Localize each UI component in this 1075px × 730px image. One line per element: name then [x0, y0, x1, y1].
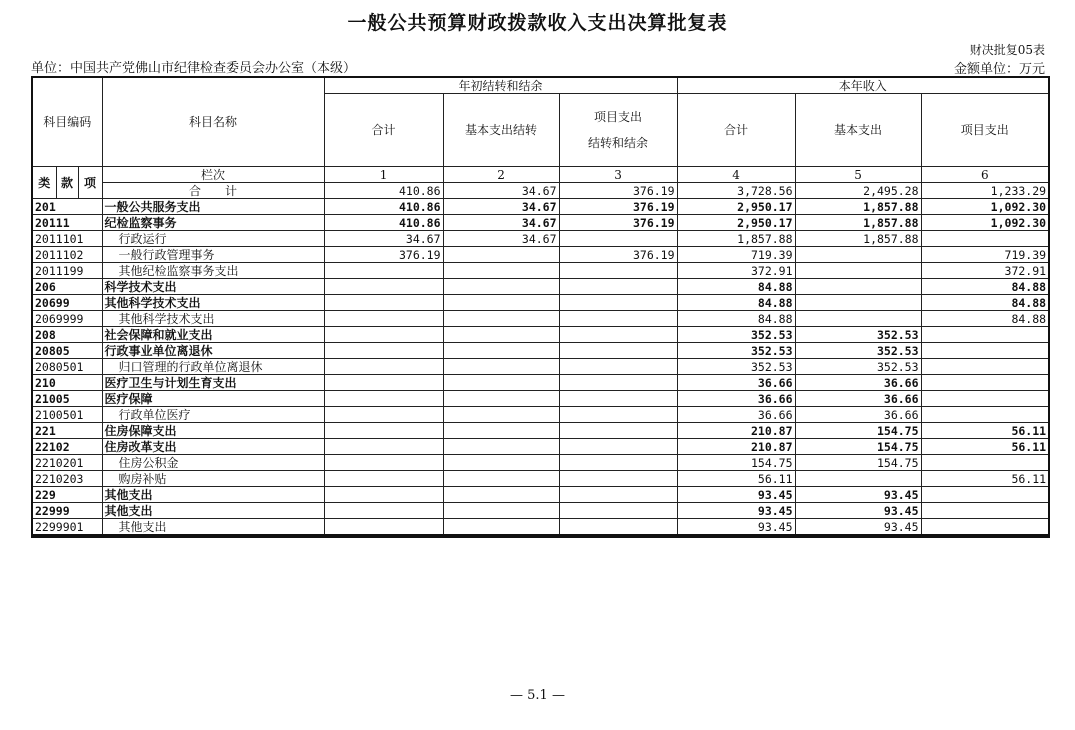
amount-cell [559, 407, 677, 423]
amount-cell [443, 375, 559, 391]
table-row [32, 391, 1049, 407]
amount-cell [921, 487, 1049, 503]
amount-cell [921, 503, 1049, 519]
amount-cell: 1,092.30 [921, 199, 1049, 215]
amount-cell [443, 343, 559, 359]
subject-code: 22999 [32, 503, 102, 519]
subject-name: 医疗卫生与计划生育支出 [102, 375, 324, 391]
amount-cell [559, 455, 677, 471]
table-row [32, 327, 1049, 343]
amount-cell [324, 487, 443, 503]
amount-cell [921, 407, 1049, 423]
amount-cell [443, 295, 559, 311]
amount-cell: 56.11 [921, 439, 1049, 455]
table-row [32, 471, 1049, 487]
table-row [32, 359, 1049, 375]
amount-cell: 93.45 [677, 503, 795, 519]
amount-cell: 1,092.30 [921, 215, 1049, 231]
amount-cell [324, 471, 443, 487]
amount-cell [559, 263, 677, 279]
amount-cell [324, 439, 443, 455]
subject-code: 2011101 [32, 231, 102, 247]
table-row [32, 487, 1049, 503]
amount-cell [559, 519, 677, 536]
subject-code: 2299901 [32, 519, 102, 536]
subject-name: 其他支出 [102, 503, 324, 519]
amount-cell: 210.87 [677, 439, 795, 455]
subject-code: 2080501 [32, 359, 102, 375]
amount-cell [443, 327, 559, 343]
amount-cell: 210.87 [677, 423, 795, 439]
subject-name: 科学技术支出 [102, 279, 324, 295]
amount-cell: 154.75 [795, 455, 921, 471]
amount-cell: 376.19 [559, 247, 677, 263]
subject-code: 210 [32, 375, 102, 391]
subject-name: 行政事业单位离退休 [102, 343, 324, 359]
total-row [32, 183, 1049, 199]
total-value: 1,233.29 [921, 183, 1049, 199]
amount-cell: 36.66 [677, 375, 795, 391]
col-num: 6 [921, 167, 1049, 183]
table-row [32, 375, 1049, 391]
amount-cell: 154.75 [795, 439, 921, 455]
amount-cell [921, 391, 1049, 407]
amount-cell: 84.88 [677, 279, 795, 295]
page-number: — 5.1 — [510, 688, 565, 703]
amount-cell [324, 311, 443, 327]
amount-cell [443, 359, 559, 375]
amount-cell [324, 503, 443, 519]
table-row [32, 311, 1049, 327]
amount-cell: 410.86 [324, 199, 443, 215]
amount-cell: 719.39 [677, 247, 795, 263]
amount-cell: 352.53 [677, 359, 795, 375]
amount-cell [559, 423, 677, 439]
subject-code: 20805 [32, 343, 102, 359]
page-title: 一般公共预算财政拨款收入支出决算批复表 [347, 12, 728, 34]
amount-cell [559, 503, 677, 519]
subject-code: 221 [32, 423, 102, 439]
amount-cell [795, 279, 921, 295]
amount-cell: 2,950.17 [677, 215, 795, 231]
group-carryover-header: 年初结转和结余 [324, 77, 677, 94]
total-value: 34.67 [443, 183, 559, 199]
col-num: 1 [324, 167, 443, 183]
subject-code: 22102 [32, 439, 102, 455]
amount-cell: 352.53 [795, 343, 921, 359]
amount-cell [559, 487, 677, 503]
subject-code: 206 [32, 279, 102, 295]
total-value: 410.86 [324, 183, 443, 199]
total-value: 376.19 [559, 183, 677, 199]
amount-cell [443, 519, 559, 536]
amount-cell [795, 295, 921, 311]
amount-cell [324, 519, 443, 536]
col-num: 3 [559, 167, 677, 183]
subject-name: 一般公共服务支出 [102, 199, 324, 215]
amount-cell [559, 471, 677, 487]
amount-cell: 2,950.17 [677, 199, 795, 215]
amount-cell [795, 247, 921, 263]
table-row [32, 343, 1049, 359]
amount-cell [324, 295, 443, 311]
subject-name: 其他支出 [102, 519, 324, 536]
amount-cell [559, 327, 677, 343]
subject-code: 21005 [32, 391, 102, 407]
amount-cell: 719.39 [921, 247, 1049, 263]
amount-cell [443, 311, 559, 327]
amount-cell: 154.75 [677, 455, 795, 471]
total-value: 2,495.28 [795, 183, 921, 199]
amount-cell: 1,857.88 [677, 231, 795, 247]
amount-cell [443, 247, 559, 263]
form-code: 财决批复05表 [969, 43, 1045, 57]
amount-cell: 372.91 [677, 263, 795, 279]
amount-cell [559, 375, 677, 391]
amount-cell: 93.45 [677, 487, 795, 503]
amount-cell [324, 407, 443, 423]
amount-cell: 376.19 [559, 199, 677, 215]
amount-cell: 56.11 [921, 471, 1049, 487]
subject-name: 其他支出 [102, 487, 324, 503]
table-row [32, 519, 1049, 536]
g1-project-header [559, 94, 677, 167]
subject-code: 2210201 [32, 455, 102, 471]
amount-cell: 1,857.88 [795, 231, 921, 247]
amount-cell: 93.45 [677, 519, 795, 536]
subject-name: 行政单位医疗 [102, 407, 324, 423]
amount-cell: 36.66 [677, 391, 795, 407]
amount-cell [443, 487, 559, 503]
subject-code: 2069999 [32, 311, 102, 327]
amount-cell: 34.67 [443, 215, 559, 231]
table-row [32, 215, 1049, 231]
subject-name: 住房公积金 [102, 455, 324, 471]
amount-cell: 84.88 [921, 295, 1049, 311]
amount-cell [559, 343, 677, 359]
subject-code: 2011199 [32, 263, 102, 279]
g1-project-line1: 项目支出 [594, 110, 643, 124]
amount-cell: 93.45 [795, 519, 921, 536]
amount-cell [795, 311, 921, 327]
amount-cell [443, 471, 559, 487]
subject-name: 其他科学技术支出 [102, 295, 324, 311]
amount-cell [559, 391, 677, 407]
col-num: 4 [677, 167, 795, 183]
subject-name: 归口管理的行政单位离退休 [102, 359, 324, 375]
g2-total-header: 合计 [677, 94, 795, 167]
amount-cell: 352.53 [677, 327, 795, 343]
table-row [32, 439, 1049, 455]
amount-cell [921, 375, 1049, 391]
amount-cell [443, 423, 559, 439]
table-row [32, 279, 1049, 295]
amount-cell [443, 407, 559, 423]
amount-cell: 36.66 [795, 407, 921, 423]
lanci-label: 栏次 [102, 167, 324, 183]
amount-cell: 93.45 [795, 503, 921, 519]
subject-name: 其他科学技术支出 [102, 311, 324, 327]
amount-cell [921, 519, 1049, 536]
subject-name: 其他纪检监察事务支出 [102, 263, 324, 279]
amount-cell [559, 439, 677, 455]
amount-cell: 84.88 [921, 311, 1049, 327]
amount-cell [443, 439, 559, 455]
amount-cell [324, 263, 443, 279]
amount-cell: 376.19 [559, 215, 677, 231]
subject-code: 2011102 [32, 247, 102, 263]
group-income-header: 本年收入 [677, 77, 1049, 94]
xiang-header: 项 [78, 167, 102, 199]
amount-cell [324, 343, 443, 359]
table-row [32, 231, 1049, 247]
amount-cell [559, 231, 677, 247]
table-row [32, 295, 1049, 311]
amount-cell: 84.88 [677, 295, 795, 311]
amount-cell [443, 503, 559, 519]
amount-cell [921, 231, 1049, 247]
amount-cell: 352.53 [795, 327, 921, 343]
subject-code: 2100501 [32, 407, 102, 423]
amount-cell [324, 391, 443, 407]
total-value: 3,728.56 [677, 183, 795, 199]
subject-name: 社会保障和就业支出 [102, 327, 324, 343]
amount-cell [795, 471, 921, 487]
amount-cell [921, 343, 1049, 359]
amount-cell: 352.53 [677, 343, 795, 359]
subject-name: 纪检监察事务 [102, 215, 324, 231]
subject-code: 208 [32, 327, 102, 343]
amount-cell: 372.91 [921, 263, 1049, 279]
total-label: 合 计 [102, 183, 324, 199]
amount-cell [443, 263, 559, 279]
amount-cell: 56.11 [677, 471, 795, 487]
unit-label: 单位：中国共产党佛山市纪律检查委员会办公室（本级） [31, 61, 357, 76]
header-row-1 [32, 77, 1049, 94]
amount-cell [443, 391, 559, 407]
table-row [32, 247, 1049, 263]
subject-name: 一般行政管理事务 [102, 247, 324, 263]
amount-cell: 34.67 [324, 231, 443, 247]
amount-cell [559, 279, 677, 295]
amount-cell [921, 327, 1049, 343]
subject-code: 229 [32, 487, 102, 503]
subject-code: 20111 [32, 215, 102, 231]
subject-name: 住房保障支出 [102, 423, 324, 439]
amount-cell [324, 375, 443, 391]
table-row [32, 407, 1049, 423]
amount-cell [921, 455, 1049, 471]
amount-cell [443, 455, 559, 471]
appropriation-table [31, 76, 1050, 538]
amount-unit: 金额单位：万元 [953, 62, 1045, 77]
lanci-row [32, 167, 1049, 183]
g2-project-header: 项目支出 [921, 94, 1049, 167]
table-row [32, 423, 1049, 439]
amount-cell: 84.88 [921, 279, 1049, 295]
amount-cell: 93.45 [795, 487, 921, 503]
amount-cell: 410.86 [324, 215, 443, 231]
subject-name: 购房补贴 [102, 471, 324, 487]
col-num: 2 [443, 167, 559, 183]
table-row [32, 263, 1049, 279]
amount-cell: 376.19 [324, 247, 443, 263]
amount-cell: 84.88 [677, 311, 795, 327]
amount-cell [559, 311, 677, 327]
table-row [32, 503, 1049, 519]
subject-name: 住房改革支出 [102, 439, 324, 455]
g1-basic-header: 基本支出结转 [443, 94, 559, 167]
col-code-header: 科目编码 [32, 77, 102, 167]
amount-cell: 36.66 [677, 407, 795, 423]
col-name-header: 科目名称 [102, 77, 324, 167]
amount-cell [324, 279, 443, 295]
g1-total-header: 合计 [324, 94, 443, 167]
amount-cell [795, 263, 921, 279]
amount-cell: 1,857.88 [795, 199, 921, 215]
subject-code: 20699 [32, 295, 102, 311]
col-num: 5 [795, 167, 921, 183]
table-row [32, 199, 1049, 215]
amount-cell: 56.11 [921, 423, 1049, 439]
subject-name: 行政运行 [102, 231, 324, 247]
amount-cell [324, 359, 443, 375]
lei-header: 类 [32, 167, 56, 199]
table-row [32, 455, 1049, 471]
amount-cell: 36.66 [795, 391, 921, 407]
subject-code: 2210203 [32, 471, 102, 487]
amount-cell [921, 359, 1049, 375]
amount-cell: 352.53 [795, 359, 921, 375]
amount-cell [443, 279, 559, 295]
amount-cell: 34.67 [443, 199, 559, 215]
g2-basic-header: 基本支出 [795, 94, 921, 167]
amount-cell [324, 423, 443, 439]
amount-cell: 36.66 [795, 375, 921, 391]
amount-cell [559, 359, 677, 375]
amount-cell [324, 455, 443, 471]
amount-cell [559, 295, 677, 311]
amount-cell: 154.75 [795, 423, 921, 439]
subject-name: 医疗保障 [102, 391, 324, 407]
subject-code: 201 [32, 199, 102, 215]
g1-project-line2: 结转和结余 [588, 136, 649, 150]
amount-cell: 34.67 [443, 231, 559, 247]
kuan-header: 款 [56, 167, 78, 199]
amount-cell [324, 327, 443, 343]
amount-cell: 1,857.88 [795, 215, 921, 231]
